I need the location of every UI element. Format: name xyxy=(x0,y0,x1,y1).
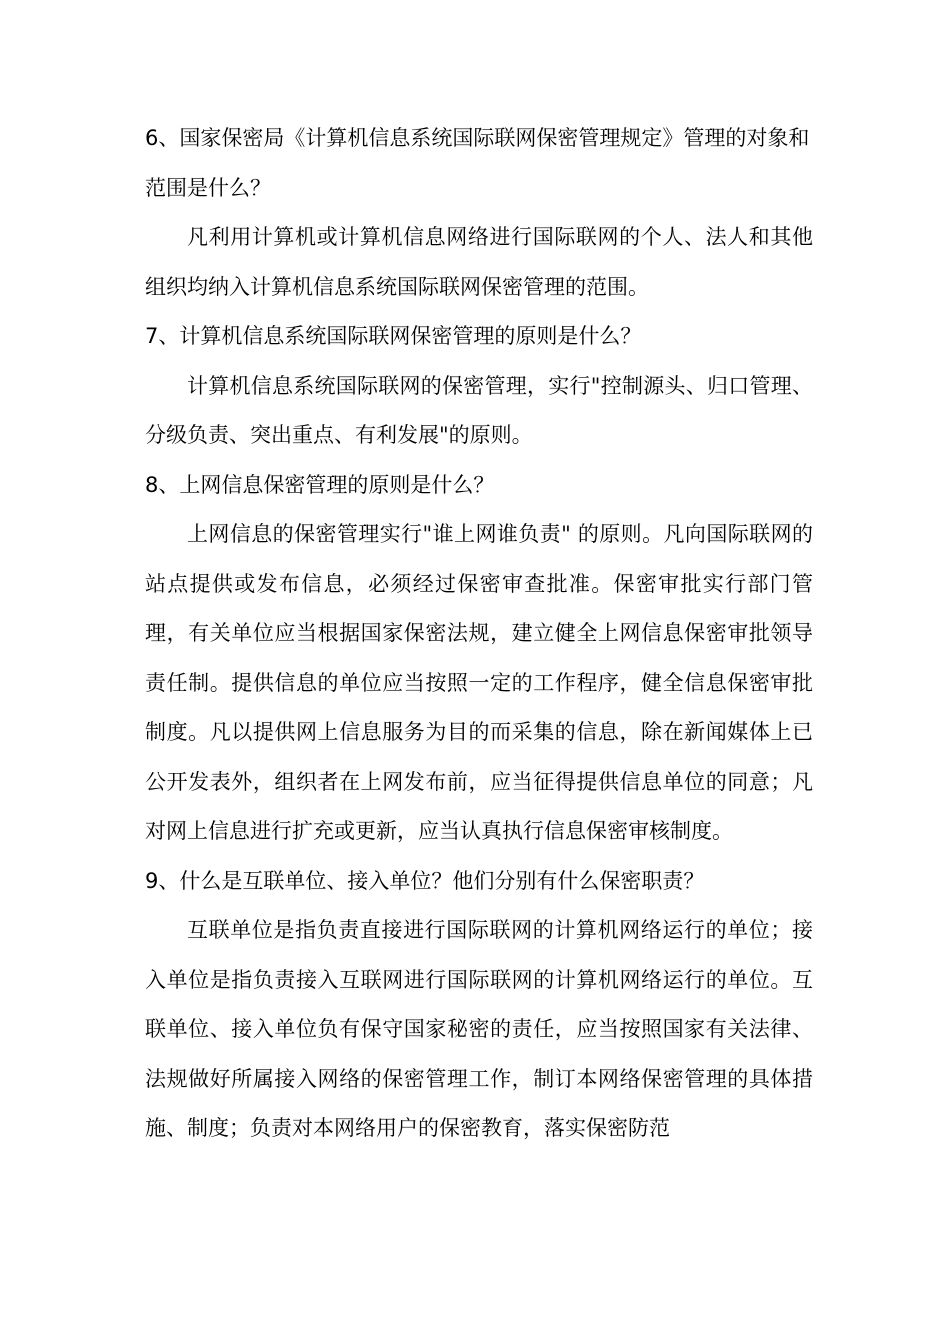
answer-6: 凡利用计算机或计算机信息网络进行国际联网的个人、法人和其他组织均纳入计算机信息系统国际联网保密管理的范围。 xyxy=(145,225,813,299)
question-9: 9、什么是互联单位、接入单位？他们分别有什么保密职责？ xyxy=(145,868,705,893)
question-6: 6、国家保密局《计算机信息系统国际联网保密管理规定》管理的对象和范围是什么？ xyxy=(145,126,810,200)
answer-9: 互联单位是指负责直接进行国际联网的计算机网络运行的单位；接入单位是指负责接入互联网进行国际联网的计算机网络运行的单位。互联单位、接入单位负有保守国家秘密的责任，应当按照国家有关法律、法规做好所属接入网络的保密管理工作，制订本网络保密管理的具体措施、制度；负责对本网络用户的保密教育，落实保密防范 xyxy=(145,918,813,1140)
answer-7: 计算机信息系统国际联网的保密管理，实行"控制源头、归口管理、分级负责、突出重点、有利发展"的原则。 xyxy=(145,373,813,447)
question-7: 7、计算机信息系统国际联网保密管理的原则是什么？ xyxy=(145,324,642,348)
document-page xyxy=(145,114,813,1154)
answer-8: 上网信息的保密管理实行"谁上网谁负责" 的原则。凡向国际联网的站点提供或发布信息，必须经过保密审查批准。保密审批实行部门管理，有关单位应当根据国家保密法规，建立健全上网信息保密审批领导责任制。提供信息的单位应当按照一定的工作程序，健全信息保密审批制度。凡以提供网上信息服务为目的而采集的信息，除在新闻媒体上已公开发表外，组织者在上网发布前，应当征得提供信息单位的同意；凡对网上信息进行扩充或更新，应当认真执行信息保密审核制度。 xyxy=(145,522,813,843)
question-8: 8、上网信息保密管理的原则是什么？ xyxy=(145,472,495,497)
